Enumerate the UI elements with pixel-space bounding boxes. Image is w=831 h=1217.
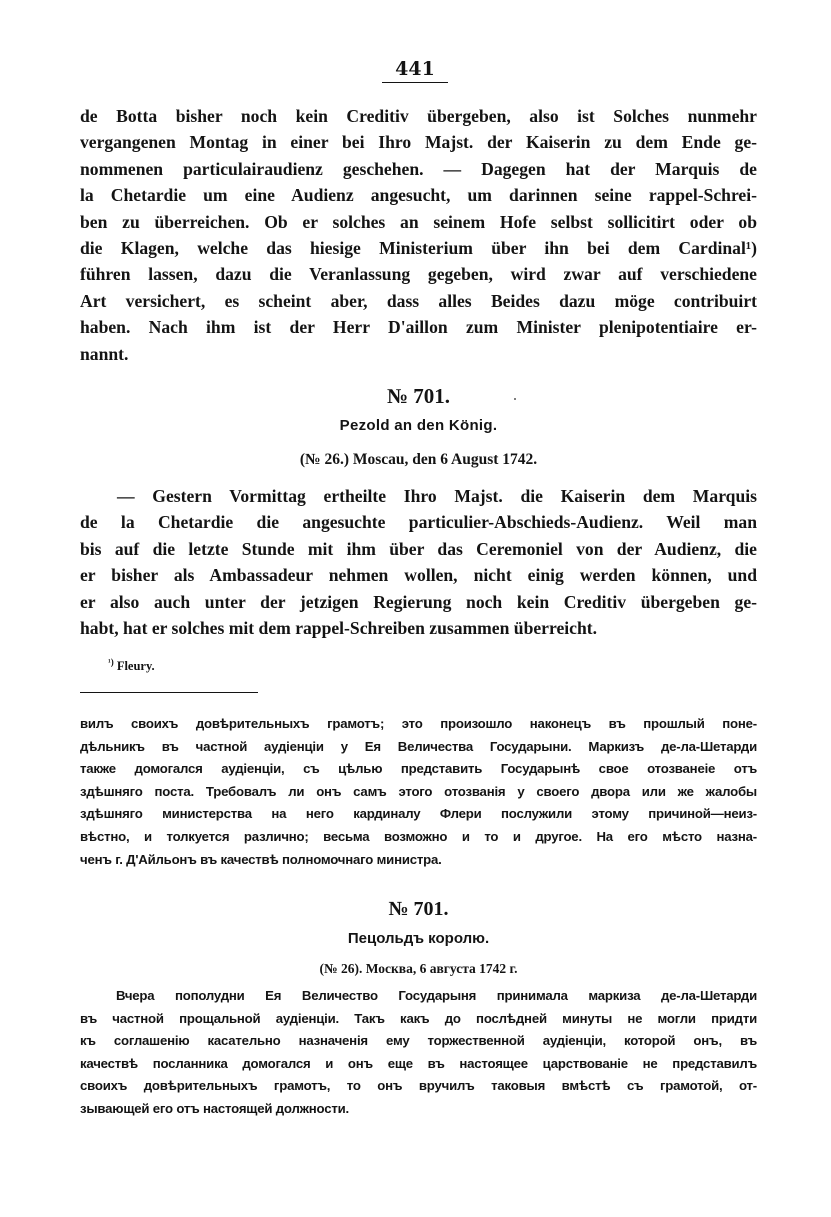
- text-line: de Botta bisher noch kein Creditiv übergeben, also ist Solches nunmehr: [80, 106, 757, 126]
- footnote-text: Fleury.: [116, 659, 155, 674]
- text-line: здѣшняго министерства на него кардиналу Флери послужили этому причиной—неиз-: [80, 806, 757, 822]
- text-line: nannt.: [80, 343, 129, 364]
- text-line: er bisher als Ambassadeur nehmen wollen, nicht einig werden können, und: [80, 565, 757, 586]
- text-line: также домогался аудіенціи, съ цѣлью представить Государынѣ свое отозванеіе отъ: [80, 761, 757, 777]
- text-line: ченъ г. Д'Айльонъ въ качествѣ полномочнаго министра.: [80, 851, 442, 867]
- russian-letter-body: [80, 985, 757, 1121]
- letter-dateline-russian: [80, 960, 757, 978]
- text-line: Вчера пополудни Ея Величество Государыня принимала маркиза де-ла-Шетарди: [116, 988, 757, 1003]
- footnote-mark: ¹): [108, 657, 114, 667]
- letter-place-date-german: Moscau, den 6 August 1742.: [352, 451, 538, 468]
- german-letter-body: [80, 483, 757, 641]
- text-line: vergangenen Montag in einer bei Ihro Majst. der Kaiserin zu dem Ende ge-: [80, 132, 757, 153]
- text-line: führen lassen, dazu die Veranlassung gegeben, wird zwar auf verschiedene: [80, 264, 757, 285]
- letter-ref-german: (№ 26.): [299, 451, 349, 468]
- text-line: здѣшняго поста. Требовалъ ли онъ самъ этого отозванія у своего двора или же жалобы: [80, 783, 757, 799]
- text-line: вилъ своихъ довѣрительныхъ грамотъ; это произошло наконецъ въ прошлый поне-: [80, 716, 757, 731]
- page-number: 441: [382, 58, 448, 83]
- letter-dateline-german: [80, 450, 757, 470]
- text-line: haben. Nach ihm ist der Herr D'aillon zum Minister plenipotentiaire er-: [80, 317, 757, 338]
- text-line: къ соглашенію касательно назначенія ему торжественной аудіенціи, которой онъ, въ: [80, 1033, 757, 1049]
- text-line: Art versichert, es scheint aber, dass alles Beides dazu möge contribuirt: [80, 290, 757, 311]
- document-number-german: № 701.: [386, 384, 451, 408]
- text-line: ben zu überreichen. Ob er solches an seinem Hofe selbst sollicitirt oder ob: [80, 211, 757, 232]
- german-paragraph-top: [80, 103, 757, 367]
- text-line: въ частной прощальной аудіенціи. Такъ какъ до послѣдней минуты не могли придти: [80, 1010, 757, 1026]
- text-line: дѣльникъ въ частной аудіенціи у Ея Величества Государыни. Маркизъ де-ла-Шетарди: [80, 738, 757, 754]
- text-line: bis auf die letzte Stunde mit ihm über das Ceremoniel von der Audienz, die: [80, 538, 757, 559]
- text-line: вѣстно, и толкуется различно; весьма возможно и то и другое. На его мѣсто назна-: [80, 828, 757, 844]
- letter-address-german: Pezold an den König.: [339, 417, 498, 434]
- footnote-divider: [80, 692, 258, 693]
- text-line: — Gestern Vormittag ertheilte Ihro Majst. die Kaiserin dem Marquis: [117, 486, 757, 506]
- print-speck: [514, 398, 516, 400]
- text-line: la Chetardie um eine Audienz angesucht, um darinnen seine rappel-Schrei-: [80, 185, 757, 206]
- letter-place-date-russian: Москва, 6 августа 1742 г.: [365, 961, 518, 976]
- text-line: зывающей его отъ настоящей должности.: [80, 1100, 349, 1116]
- text-line: die Klagen, welche das hiesige Ministerium über ihn bei dem Cardinal¹): [80, 238, 757, 259]
- footnote: [108, 654, 155, 674]
- letter-ref-russian: (№ 26).: [319, 961, 363, 976]
- letter-address-russian: Пецольдъ королю.: [347, 930, 490, 947]
- text-line: habt, hat er solches mit dem rappel-Schreiben zusammen überreicht.: [80, 618, 598, 639]
- text-line: er also auch unter der jetzigen Regierung noch kein Creditiv übergeben ge-: [80, 591, 757, 612]
- text-line: nommenen particulairaudienz geschehen. — Dagegen hat der Marquis de: [80, 158, 757, 179]
- text-line: своихъ довѣрительныхъ грамотъ, то онъ вручилъ таковыя вмѣстѣ съ грамотой, от-: [80, 1078, 757, 1094]
- text-line: de la Chetardie die angesuchte particulier-Abschieds-Audienz. Weil man: [80, 512, 757, 533]
- russian-paragraph-top: [80, 713, 757, 871]
- text-line: качествѣ посланника домогался и онъ еще въ настоящее царствованіе не представилъ: [80, 1055, 757, 1071]
- document-number-russian: № 701.: [388, 898, 449, 920]
